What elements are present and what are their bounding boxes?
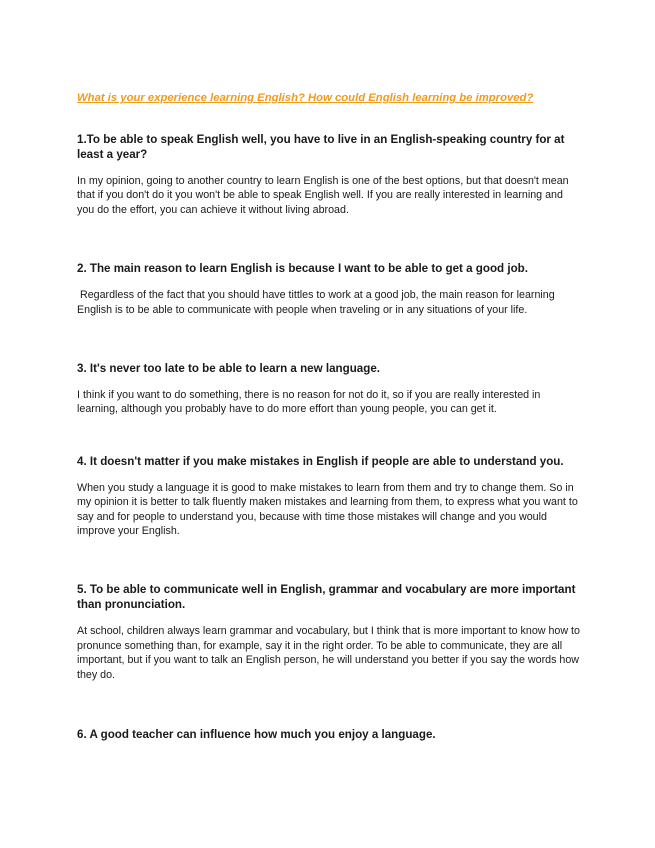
question-section-5 <box>77 582 583 682</box>
document-title: What is your experience learning English? How could English learning be improved? <box>77 92 534 104</box>
question-heading-4: 4. It doesn't matter if you make mistakes in English if people are able to understand you. <box>77 454 564 468</box>
answer-paragraph-5: At school, children always learn grammar and vocabulary, but I think that is more important to know how to pronunce something than, for example, say it in the right order. To be able to communicate, they are all important, but if you want to talk an English person, he will understand you better if you say the words how they do. <box>77 625 580 681</box>
question-heading-5: 5. To be able to communicate well in English, grammar and vocabulary are more important than pronunciation. <box>77 583 576 612</box>
answer-paragraph-2: Regardless of the fact that you should have tittles to work at a good job, the main reason for learning English is to be able to communicate with people when traveling or in any situations of your life. <box>77 289 558 316</box>
answer-paragraph-3: I think if you want to do something, there is no reason for not do it, so if you are really interested in learning, although you probably have to do more effort than young people, you can get it. <box>77 389 541 416</box>
question-heading-6: 6. A good teacher can influence how much you enjoy a language. <box>77 728 436 742</box>
answer-paragraph-1: In my opinion, going to another country to learn English is one of the best options, but that doesn't mean that if you don't do it you won't be able to speak English well. If you are really interested in learning and you do the effort, you can achieve it without living abroad. <box>77 175 569 216</box>
answer-paragraph-4: When you study a language it is good to make mistakes to learn from them and try to change them. So in my opinion it is better to talk fluently maken mistakes and learning from them, to express what you want to say and for people to understand you, because with time those mistakes will change and you would improve your English. <box>77 481 578 538</box>
question-section-1 <box>77 132 583 217</box>
question-section-2 <box>77 261 583 317</box>
question-section-4 <box>77 454 583 539</box>
question-section-3 <box>77 361 583 417</box>
question-heading-3: 3. It's never too late to be able to learn a new language. <box>77 362 380 376</box>
question-heading-1: 1.To be able to speak English well, you have to live in an English-speaking country for at least a year? <box>77 133 565 161</box>
question-section-6 <box>77 727 583 742</box>
question-heading-2: 2. The main reason to learn English is because I want to be able to get a good job. <box>77 262 528 276</box>
